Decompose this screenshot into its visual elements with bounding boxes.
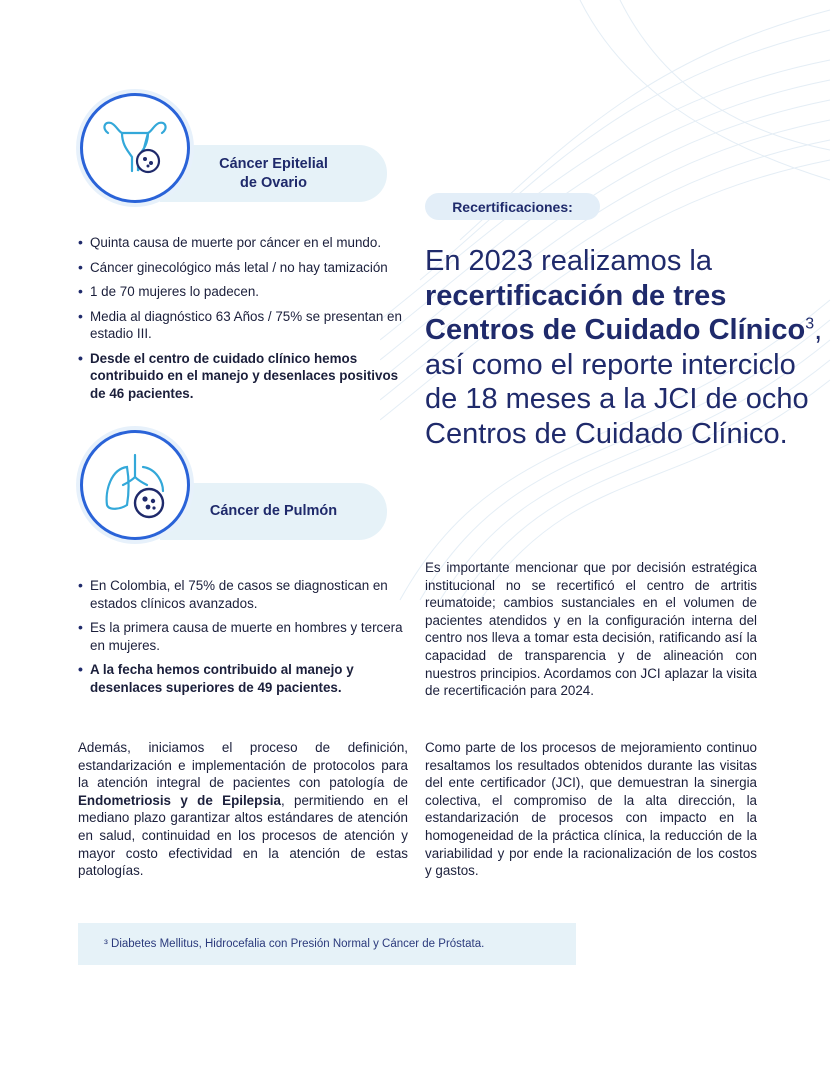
paragraph-text: Además, iniciamos el proceso de definición, estandarización e implementación de protocolos para la atención integral de pacientes con patología de — [78, 740, 408, 791]
lungs-icon-circle — [80, 430, 190, 540]
highlight-text: En 2023 realizamos la — [425, 245, 712, 277]
title-line-1: Cáncer Epitelial — [219, 155, 328, 172]
highlight-bold: recertificación de tres Centros de Cuidado Clínico — [425, 279, 806, 347]
list-item: • Desde el centro de cuidado clínico hemos contribuido en el manejo y desenlaces positivos de 46 pacientes. — [78, 350, 408, 403]
title-line: Cáncer de Pulmón — [209, 503, 338, 519]
list-item: • Es la primera causa de muerte en hombres y tercera en mujeres. — [78, 619, 408, 654]
recert-paragraph-1: Es importante mencionar que por decisión estratégica institucional no se recertificó el centro de artritis reumatoide; cambios sustanciales en el volumen de pacientes atendidos y en la configuración interna del centro nos lleva a tomar esta decisión, ratificando así la capacidad de transparencia y de alineación con nuestros principios. Acordamos con JCI aplazar la visita de recertificación para 2024. — [425, 560, 757, 699]
recertifications-label: Recertificaciones: — [425, 193, 600, 220]
footnote-box — [78, 923, 576, 965]
ovarian-cancer-facts — [78, 234, 408, 409]
list-item: • 1 de 70 mujeres lo padecen. — [78, 283, 408, 301]
lung-cancer-facts — [78, 577, 408, 703]
footnote-text: ³ Diabetes Mellitus, Hidrocefalia con Presión Normal y Cáncer de Próstata. — [104, 938, 485, 950]
list-item: • A la fecha hemos contribuido al manejo y desenlaces superiores de 49 pacientes. — [78, 661, 408, 696]
list-item: • Media al diagnóstico 63 Años / 75% se presentan en estadio III. — [78, 308, 408, 343]
paragraph-text: , permitiendo en el mediano plazo garantizar altos estándares de atención en salud, continuidad en los procesos de atención y mayor costo efectividad en la atención de estas patologías. — [78, 792, 408, 879]
list-item: • Cáncer ginecológico más letal / no hay tamización — [78, 259, 408, 277]
list-item: • En Colombia, el 75% de casos se diagnostican en estados clínicos avanzados. — [78, 577, 408, 612]
list-item: • Quinta causa de muerte por cáncer en el mundo. — [78, 234, 408, 252]
title-line-2: de Ovario — [240, 174, 307, 191]
highlight-text: , así como el reporte interciclo de 18 meses a la JCI de ocho Centros de Cuidado Clínico. — [425, 314, 823, 450]
uterus-ovary-icon — [98, 111, 172, 185]
ovarian-cancer-title — [160, 145, 387, 202]
ovary-icon-circle — [80, 93, 190, 203]
lung-cancer-title — [160, 483, 387, 540]
recertification-highlight — [425, 244, 825, 452]
recert-paragraph-2: Como parte de los procesos de mejoramiento continuo resaltamos los resultados obtenidos durante las visitas del ente certificador (JCI), que demuestran la sinergia colectiva, el compromiso de la alta dirección, la estandarización de procesos con impacto en la homogeneidad de la práctica clínica, la reducción de la variabilidad y por ende la racionalización de los costos y gastos. — [425, 740, 757, 879]
footnote-ref: 3 — [805, 315, 815, 333]
lungs-icon — [97, 447, 173, 523]
protocols-paragraph — [78, 739, 408, 880]
paragraph-bold: Endometriosis y de Epilepsia — [78, 792, 281, 808]
